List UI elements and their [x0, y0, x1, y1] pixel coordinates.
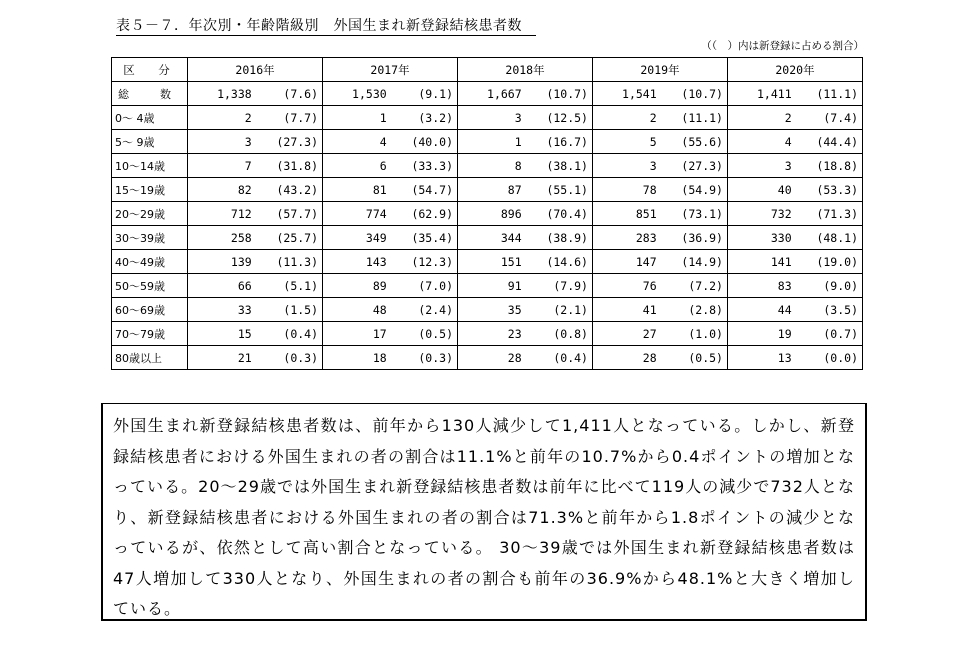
percent-cell: (0.7): [796, 322, 863, 346]
count-cell: 139: [188, 250, 256, 274]
row-label: 10～14歳: [112, 154, 188, 178]
percent-cell: (36.9): [661, 226, 728, 250]
percent-cell: (10.7): [661, 82, 728, 106]
count-cell: 143: [323, 250, 391, 274]
percent-cell: (0.4): [256, 322, 323, 346]
count-cell: 8: [458, 154, 526, 178]
row-label: 70～79歳: [112, 322, 188, 346]
count-cell: 712: [188, 202, 256, 226]
count-cell: 6: [323, 154, 391, 178]
count-cell: 87: [458, 178, 526, 202]
count-cell: 17: [323, 322, 391, 346]
count-cell: 33: [188, 298, 256, 322]
percent-cell: (7.9): [526, 274, 593, 298]
percent-cell: (55.6): [661, 130, 728, 154]
count-cell: 89: [323, 274, 391, 298]
table-body: [112, 82, 863, 370]
percent-cell: (0.5): [661, 346, 728, 370]
count-cell: 81: [323, 178, 391, 202]
percent-cell: (3.2): [391, 106, 458, 130]
table-row: [112, 346, 863, 370]
percent-cell: (14.6): [526, 250, 593, 274]
percent-cell: (71.3): [796, 202, 863, 226]
percent-cell: (25.7): [256, 226, 323, 250]
count-cell: 732: [727, 202, 795, 226]
percent-cell: (35.4): [391, 226, 458, 250]
percent-cell: (5.1): [256, 274, 323, 298]
count-cell: 1,541: [592, 82, 660, 106]
count-cell: 28: [458, 346, 526, 370]
count-cell: 3: [458, 106, 526, 130]
percent-cell: (7.0): [391, 274, 458, 298]
percent-cell: (70.4): [526, 202, 593, 226]
table-row: [112, 82, 863, 106]
table-row: [112, 298, 863, 322]
count-cell: 2: [592, 106, 660, 130]
percent-cell: (38.9): [526, 226, 593, 250]
count-cell: 147: [592, 250, 660, 274]
count-cell: 27: [592, 322, 660, 346]
count-cell: 1,411: [727, 82, 795, 106]
count-cell: 83: [727, 274, 795, 298]
count-cell: 21: [188, 346, 256, 370]
percent-cell: (38.1): [526, 154, 593, 178]
count-cell: 19: [727, 322, 795, 346]
row-label: 0～ 4歳: [112, 106, 188, 130]
header-label: 区 分: [112, 58, 188, 82]
percent-cell: (2.1): [526, 298, 593, 322]
percent-cell: (53.3): [796, 178, 863, 202]
percent-cell: (2.4): [391, 298, 458, 322]
count-cell: 349: [323, 226, 391, 250]
percent-cell: (1.0): [661, 322, 728, 346]
count-cell: 7: [188, 154, 256, 178]
percent-cell: (10.7): [526, 82, 593, 106]
count-cell: 258: [188, 226, 256, 250]
percent-cell: (3.5): [796, 298, 863, 322]
percent-cell: (54.7): [391, 178, 458, 202]
table-row: [112, 130, 863, 154]
percent-cell: (18.8): [796, 154, 863, 178]
percent-cell: (12.5): [526, 106, 593, 130]
count-cell: 4: [727, 130, 795, 154]
count-cell: 44: [727, 298, 795, 322]
table-title: 表５－７．年次別・年齢階級別 外国生まれ新登録結核患者数: [116, 17, 536, 36]
table-row: [112, 226, 863, 250]
count-cell: 15: [188, 322, 256, 346]
percent-cell: (11.3): [256, 250, 323, 274]
count-cell: 91: [458, 274, 526, 298]
percent-cell: (0.3): [391, 346, 458, 370]
percent-cell: (14.9): [661, 250, 728, 274]
row-label: 15～19歳: [112, 178, 188, 202]
count-cell: 1: [458, 130, 526, 154]
percent-cell: (7.7): [256, 106, 323, 130]
percent-cell: (11.1): [796, 82, 863, 106]
percent-cell: (43.2): [256, 178, 323, 202]
percent-cell: (33.3): [391, 154, 458, 178]
table-row: [112, 106, 863, 130]
table-row: [112, 250, 863, 274]
percent-cell: (9.1): [391, 82, 458, 106]
count-cell: 344: [458, 226, 526, 250]
percent-cell: (16.7): [526, 130, 593, 154]
percent-cell: (2.8): [661, 298, 728, 322]
count-cell: 5: [592, 130, 660, 154]
percent-cell: (0.3): [256, 346, 323, 370]
year-header: 2017年: [323, 58, 458, 82]
percent-cell: (1.5): [256, 298, 323, 322]
count-cell: 18: [323, 346, 391, 370]
count-cell: 1: [323, 106, 391, 130]
year-header: 2019年: [592, 58, 727, 82]
percent-cell: (0.5): [391, 322, 458, 346]
percent-cell: (57.7): [256, 202, 323, 226]
row-label: 20～29歳: [112, 202, 188, 226]
count-cell: 851: [592, 202, 660, 226]
count-cell: 283: [592, 226, 660, 250]
percent-cell: (73.1): [661, 202, 728, 226]
percent-cell: (48.1): [796, 226, 863, 250]
row-label: 40～49歳: [112, 250, 188, 274]
count-cell: 3: [727, 154, 795, 178]
year-header: 2016年: [188, 58, 323, 82]
percent-cell: (0.0): [796, 346, 863, 370]
row-label: 30～39歳: [112, 226, 188, 250]
count-cell: 2: [727, 106, 795, 130]
percent-cell: (27.3): [256, 130, 323, 154]
percent-cell: (40.0): [391, 130, 458, 154]
count-cell: 66: [188, 274, 256, 298]
percent-cell: (9.0): [796, 274, 863, 298]
count-cell: 151: [458, 250, 526, 274]
percent-cell: (0.4): [526, 346, 593, 370]
count-cell: 82: [188, 178, 256, 202]
count-cell: 2: [188, 106, 256, 130]
row-label: 総 数: [112, 82, 188, 106]
count-cell: 13: [727, 346, 795, 370]
count-cell: 41: [592, 298, 660, 322]
table-row: [112, 322, 863, 346]
percent-cell: (19.0): [796, 250, 863, 274]
stats-table: [111, 57, 863, 370]
year-header: 2020年: [727, 58, 862, 82]
table-row: [112, 202, 863, 226]
count-cell: 48: [323, 298, 391, 322]
count-cell: 774: [323, 202, 391, 226]
count-cell: 76: [592, 274, 660, 298]
table-row: [112, 154, 863, 178]
percent-cell: (7.6): [256, 82, 323, 106]
count-cell: 4: [323, 130, 391, 154]
count-cell: 78: [592, 178, 660, 202]
count-cell: 3: [188, 130, 256, 154]
count-cell: 35: [458, 298, 526, 322]
row-label: 5～ 9歳: [112, 130, 188, 154]
summary-text-box: 外国生まれ新登録結核患者数は、前年から130人減少して1,411人となっている。しかし、新登録結核患者における外国生まれの者の割合は11.1%と前年の10.7%から0.4ポイントの増加となっている。20～29歳では外国生まれ新登録結核患者数は前年に比べて119人の減少で732人となり、新登録結核患者における外国生まれの者の割合は71.3%と前年から1.8ポイントの減少となっているが、依然として高い割合となっている。 30～39歳では外国生まれ新登録結核患者数は47人増加して330人となり、外国生まれの者の割合も前年の36.9%から48.1%と大きく増加している。: [101, 403, 867, 621]
table-row: [112, 178, 863, 202]
percent-cell: (62.9): [391, 202, 458, 226]
count-cell: 1,667: [458, 82, 526, 106]
percent-cell: (7.2): [661, 274, 728, 298]
percent-cell: (55.1): [526, 178, 593, 202]
table-row: [112, 274, 863, 298]
percent-cell: (12.3): [391, 250, 458, 274]
count-cell: 141: [727, 250, 795, 274]
percent-cell: (11.1): [661, 106, 728, 130]
percent-cell: (7.4): [796, 106, 863, 130]
count-cell: 28: [592, 346, 660, 370]
count-cell: 1,530: [323, 82, 391, 106]
count-cell: 23: [458, 322, 526, 346]
count-cell: 896: [458, 202, 526, 226]
row-label: 60～69歳: [112, 298, 188, 322]
count-cell: 3: [592, 154, 660, 178]
percent-cell: (0.8): [526, 322, 593, 346]
percent-cell: (54.9): [661, 178, 728, 202]
count-cell: 330: [727, 226, 795, 250]
year-header: 2018年: [458, 58, 593, 82]
row-label: 50～59歳: [112, 274, 188, 298]
header-row: [112, 58, 863, 82]
table-note: （（ ）内は新登録に占める割合）: [701, 40, 864, 52]
count-cell: 40: [727, 178, 795, 202]
percent-cell: (31.8): [256, 154, 323, 178]
row-label: 80歳以上: [112, 346, 188, 370]
percent-cell: (44.4): [796, 130, 863, 154]
percent-cell: (27.3): [661, 154, 728, 178]
count-cell: 1,338: [188, 82, 256, 106]
